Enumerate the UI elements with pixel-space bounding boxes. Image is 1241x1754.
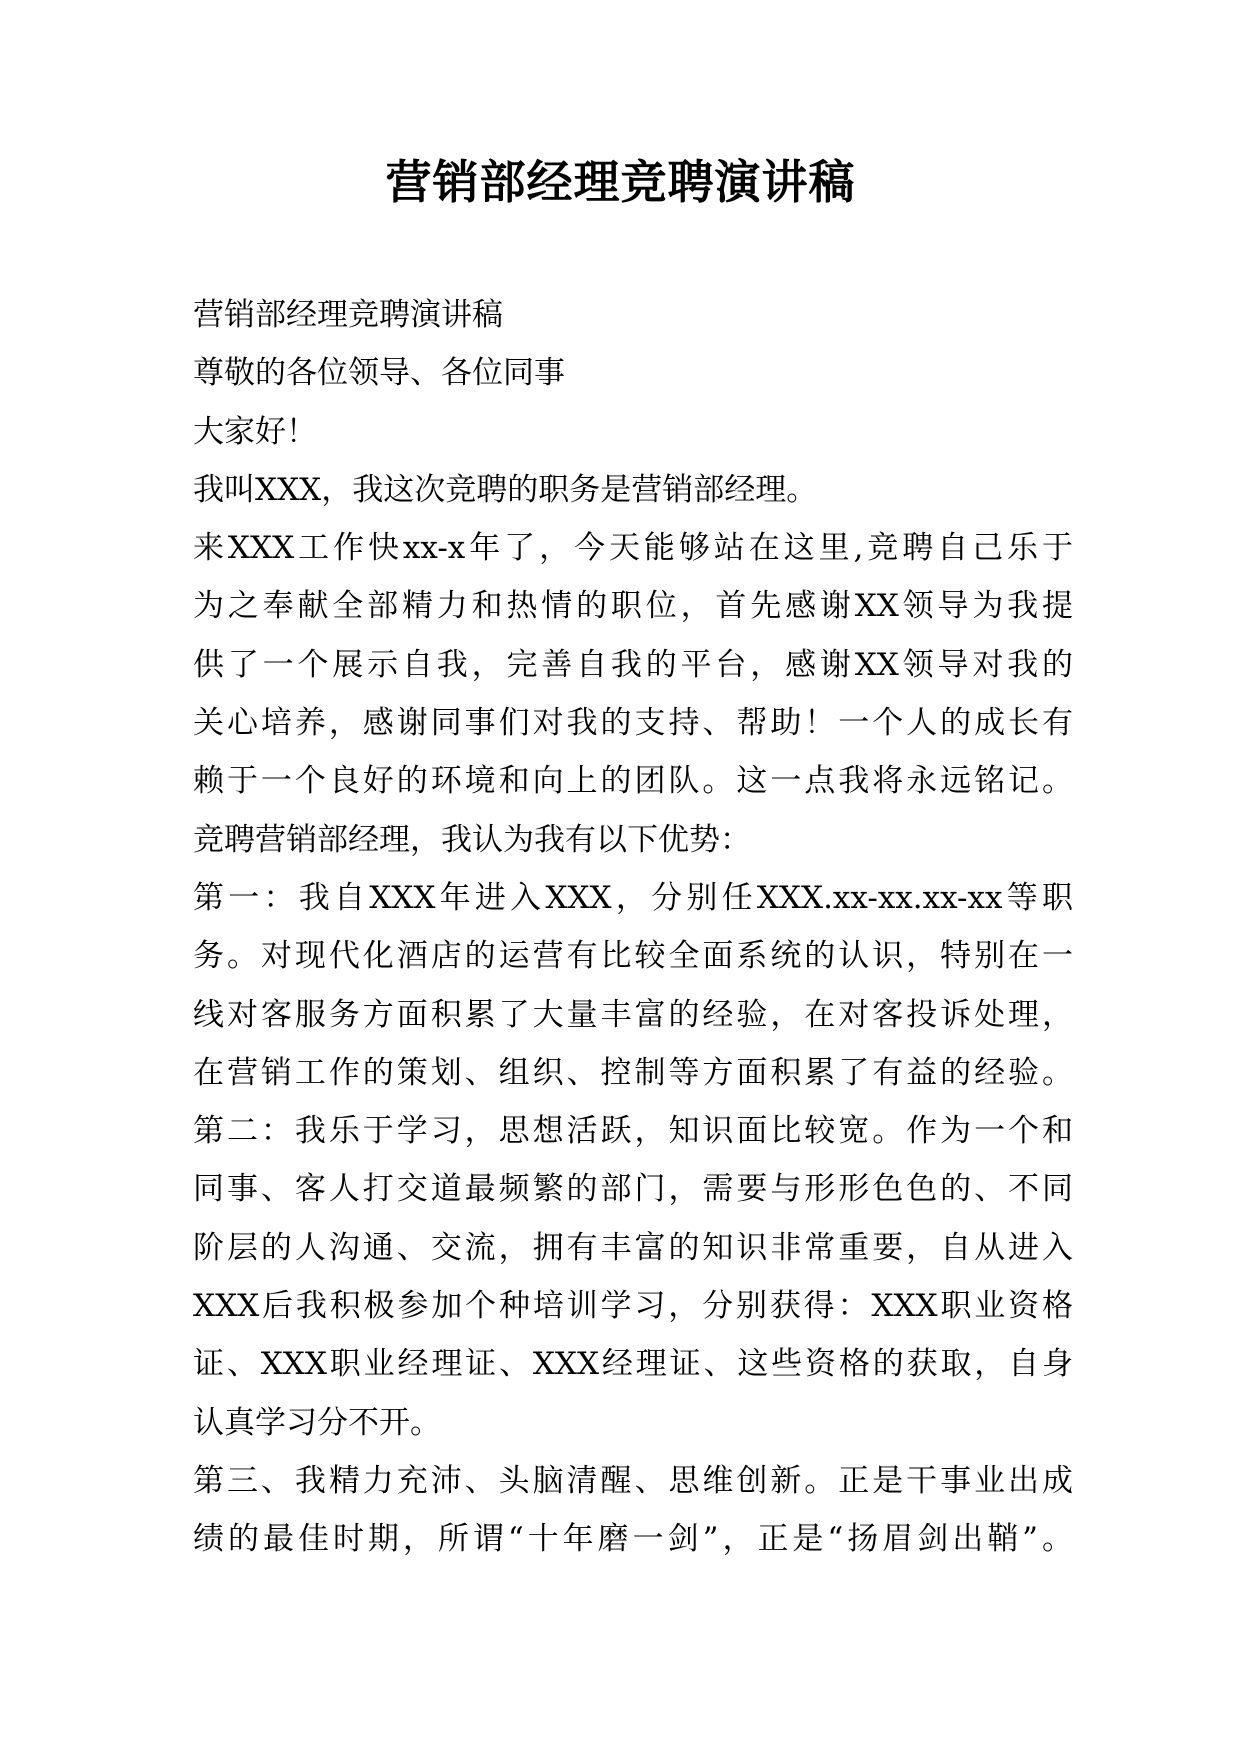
body-line: 大家好！ bbox=[193, 413, 317, 450]
body-line: 第三、我精力充沛、头脑清醒、思维创新。正是干事业出成 bbox=[193, 1462, 1073, 1499]
body-line: 线对客服务方面积累了大量丰富的经验，在对客投诉处理， bbox=[193, 996, 1073, 1033]
body-line: 同事、客人打交道最频繁的部门，需要与形形色色的、不同 bbox=[193, 1171, 1073, 1208]
body-line: 务。对现代化酒店的运营有比较全面系统的认识，特别在一 bbox=[193, 938, 1073, 975]
body-line: 尊敬的各位领导、各位同事 bbox=[193, 355, 565, 392]
body-line: 第二：我乐于学习，思想活跃，知识面比较宽。作为一个和 bbox=[193, 1113, 1073, 1150]
body-line: 竞聘营销部经理，我认为我有以下优势： bbox=[193, 821, 751, 858]
document-body bbox=[193, 286, 1073, 1569]
body-line: 阶层的人沟通、交流，拥有丰富的知识非常重要，自从进入 bbox=[193, 1229, 1073, 1266]
body-line: 为之奉献全部精力和热情的职位，首先感谢XX领导为我提 bbox=[193, 588, 1073, 625]
document-title: 营销部经理竞聘演讲稿 bbox=[385, 155, 856, 209]
body-line: 第一：我自XXX年进入XXX，分别任XXX.xx-xx.xx-xx等职 bbox=[193, 879, 1073, 916]
body-line: 证、XXX职业经理证、XXX经理证、这些资格的获取，自身 bbox=[193, 1346, 1073, 1383]
body-line: 关心培养，感谢同事们对我的支持、帮助！一个人的成长有 bbox=[193, 705, 1073, 742]
body-line: 营销部经理竞聘演讲稿 bbox=[193, 297, 503, 333]
body-line: 我叫XXX，我这次竞聘的职务是营销部经理。 bbox=[193, 471, 818, 508]
body-line: 在营销工作的策划、组织、控制等方面积累了有益的经验。 bbox=[193, 1054, 1073, 1091]
body-line: 来XXX工作快xx-x年了，今天能够站在这里,竞聘自己乐于 bbox=[193, 530, 1073, 567]
body-line: 赖于一个良好的环境和向上的团队。这一点我将永远铭记。 bbox=[193, 763, 1073, 800]
body-line: 供了一个展示自我，完善自我的平台，感谢XX领导对我的 bbox=[193, 646, 1073, 683]
body-line: 绩的最佳时期，所谓“十年磨一剑”，正是“扬眉剑出鞘”。 bbox=[193, 1521, 1073, 1558]
body-line: XXX后我积极参加个种培训学习，分别获得：XXX职业资格 bbox=[193, 1288, 1073, 1325]
body-line: 认真学习分不开。 bbox=[193, 1404, 441, 1441]
